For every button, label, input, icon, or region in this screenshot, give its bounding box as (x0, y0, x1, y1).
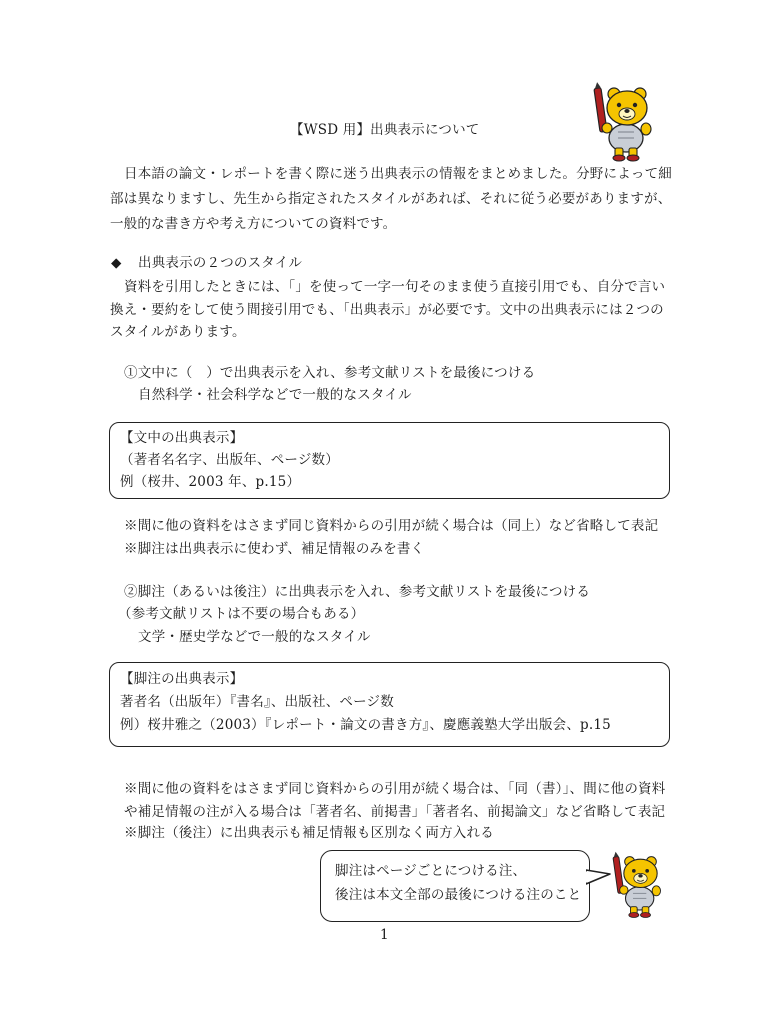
footnote-explanation-bubble (320, 850, 590, 922)
style1-note-2: ※脚注は出典表示に使わず、補足情報のみを書く (124, 541, 425, 557)
intro-line-2: 部は異なりますし、先生から指定されたスタイルがあれば、それに従う必要がありますが、 (110, 191, 672, 207)
bubble-line-1: 脚注はページごとにつける注、 (335, 863, 527, 879)
in-text-box-format: （著者名名字、出版年、ページ数） (120, 452, 339, 468)
section-paragraph-line-1: 資料を引用したときには、「」を使って一字一句そのまま使う直接引用でも、自分で言い (124, 279, 666, 295)
footnote-box-format: 著者名（出版年）『書名』、出版社、ページ数 (120, 694, 394, 710)
in-text-citation-box (109, 422, 670, 499)
bear-mascot-top-icon (588, 82, 660, 162)
style2-note-2: や補足情報の注が入る場合は「著者名、前掲書」「著者名、前掲論文」など省略して表記 (124, 804, 666, 820)
in-text-box-title: 【文中の出典表示】 (120, 430, 244, 446)
style2-sub-1: （参考文献リストは不要の場合もある） (118, 606, 365, 622)
section-bullet: ◆ (111, 255, 122, 271)
footnote-citation-box (109, 662, 670, 747)
style1-heading: ①文中に（ ）で出典表示を入れ、参考文献リストを最後につける (124, 365, 536, 381)
section-paragraph-line-3: スタイルがあります。 (110, 324, 246, 340)
style2-heading: ②脚注（あるいは後注）に出典表示を入れ、参考文献リストを最後につける (124, 584, 591, 600)
style2-sub-2: 文学・歴史学などで一般的なスタイル (138, 629, 371, 645)
section-heading: 出典表示の２つのスタイル (138, 255, 303, 271)
page-title: 【WSD 用】出典表示について (290, 122, 480, 138)
style1-subtext: 自然科学・社会科学などで一般的なスタイル (138, 387, 412, 403)
intro-line-3: 一般的な書き方や考え方についての資料です。 (110, 216, 397, 232)
in-text-box-example: 例（桜井、2003 年、p.15） (120, 474, 301, 490)
page-number: 1 (380, 927, 389, 943)
bear-mascot-bottom-icon (608, 850, 668, 920)
bubble-line-2: 後注は本文全部の最後につける注のこと (335, 887, 582, 903)
footnote-box-title: 【脚注の出典表示】 (120, 671, 244, 687)
style2-note-3: ※脚注（後注）に出典表示も補足情報も区別なく両方入れる (124, 825, 494, 841)
footnote-box-example: 例）桜井雅之（2003）『レポート・論文の書き方』、慶應義塾大学出版会、p.15 (120, 717, 611, 733)
section-paragraph-line-2: 換え・要約をして使う間接引用でも、「出典表示」が必要です。文中の出典表示には２つの (110, 302, 664, 318)
intro-line-1: 日本語の論文・レポートを書く際に迷う出典表示の情報をまとめました。分野によって細 (124, 166, 672, 182)
style1-note-1: ※間に他の資料をはさまず同じ資料からの引用が続く場合は（同上）など省略して表記 (124, 518, 659, 534)
style2-note-1: ※間に他の資料をはさまず同じ資料からの引用が続く場合は、「同（書）」、間に他の資料 (124, 781, 666, 797)
